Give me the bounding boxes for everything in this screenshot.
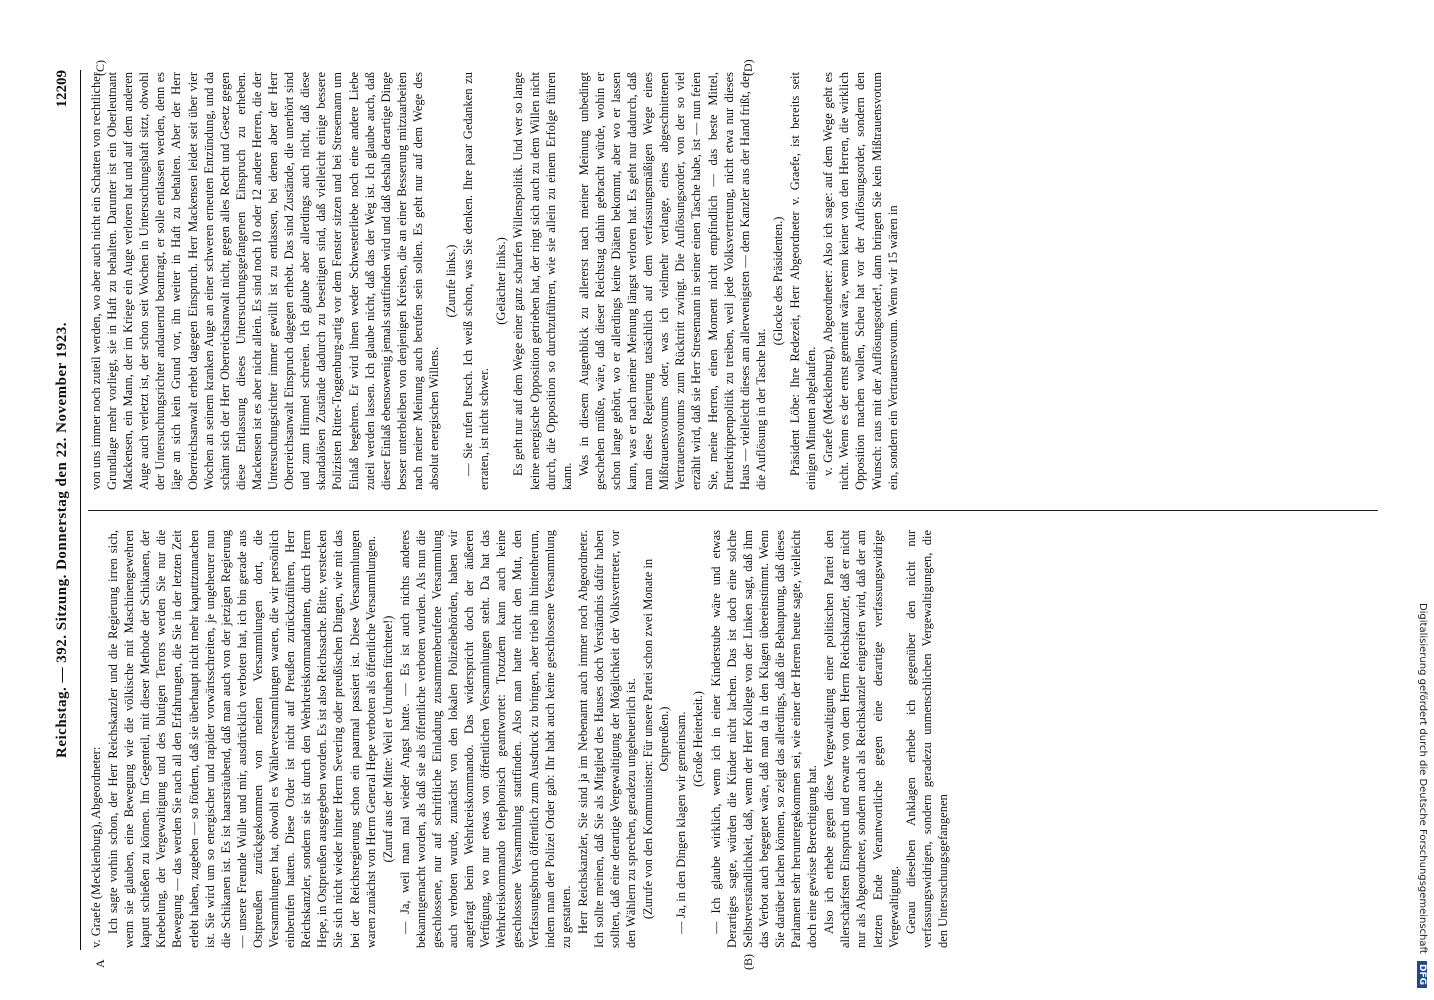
- interjection: (Zuruf aus der Mitte: Weil er Unruhen fürchtete!): [380, 615, 395, 863]
- interjection: (Glocke des Präsidenten.): [770, 216, 785, 346]
- interjection: (Gelächter links.): [494, 237, 509, 325]
- paragraph: Es geht nur auf dem Wege einer ganz scharfen Willenspolitik. Und wer so lange keine energische Opposition getrieben hat, der ringt sich auch zu dem Willen nicht durch, die Opposition so durchzuführen, wie sie allein zu einem Erfolge führen kann.: [511, 72, 574, 490]
- paragraph: Genau dieselben Anklagen erhebe ich gegenüber den nicht nur verfassungswidrigen, sondern geradezu unmenschlichen Vergewaltigungen, die den Untersuchungsgefangenen: [903, 530, 950, 948]
- page-number: 12209: [54, 70, 70, 108]
- paragraph: von uns immer noch zuteil werden, wo aber auch nicht ein Schatten von rechtlicher Grundlage mehr vorliegt, sie in Haft zu behalten. Darunter ist ein Oberleutnant Mackensen, ein Mann, der im Kriege ein Auge verloren hat und auf dem anderen Auge auch verletzt ist, der schon seit Wochen in Untersuchungshaft sitzt, obwohl der Untersuchungsrichter andauernd beantragt, er solle entlassen werden, denn es läge an sich kein Grund vor, ihn weiter in Haft zu behalten. Aber der Herr Oberreichsanwalt erhebt dagegen Einspruch. Herr Mackensen leidet seit über vier Wochen an seinem kranken Auge an einer schweren erneuten Entzündung, und da schämt sich der Herr Oberreichsanwalt nicht, gegen alles Recht und Gesetz gegen diese Entlassung dieses Untersuchungsgefangenen Einspruch zu erheben. Mackensen ist es aber nicht allein. Es sind noch 10 oder 12 andere Herren, die der Untersuchungsrichter immer gewillt ist zu entlassen, bei denen aber der Herr Oberreichsanwalt Einspruch dagegen erhebt. Das sind Zustände, die unerhört sind und zum Himmel schreien. Ich glaube aber allerdings auch nicht, daß diese skandalösen Zustände dadurch zu beseitigen sind, daß vielleicht einige bessere Polizisten Ritter-Toggenburg-artig vor dem Fenster sitzen und bei Stresemann um Einlaß begehren. Er wird ihnen weder Schwesterliebe noch eine andere Liebe zuteil werden lassen. Ich glaube nicht, daß das der Weg ist. Ich glaube auch, daß dieser Einlaß ebensowenig jemals stattfinden wird und daß deshalb derartige Dinge besser unterbleiben von denjenigen Kreisen, die an einer Besserung mitzuarbeiten nach meiner Meinung auch berufen sein sollen. Es geht nur auf dem Wege des absolut energischen Willens.: [89, 72, 441, 490]
- paragraph: Was in diesem Augenblick zu allererst nach meiner Meinung unbedingt geschehen müßte, wäre, daß dieser Reichstag dahin gebracht würde, wohin er schon lange gehört, wo er allerdings keine Diäten bekommt, aber wo er lassen kann, was er nach meiner Meinung längst verloren hat. Es geht nur dadurch, daß man diese Regierung tatsächlich auf dem verfassungsmäßigen Wege eines Mißtrauensvotums oder, was ich vielmehr verlange, eines abgeschnittenen Vertrauensvotums zum Rücktritt zwingt. Die Auflösungsorder, von der so viel erzählt wird, daß sie Herr Stresemann in seiner einen Tasche habe, ist — nun feien Sie, meine Herren, einen Moment nicht empfindlich — das beste Mittel, Futterkrippenpolitik zu treiben, weil jede Volksvertretung, nicht etwa nur dieses Haus — vielleicht dieses am allerwenigsten — dem Kanzler aus der Hand frißt, der die Auflösung in der Tasche hat.: [576, 72, 768, 490]
- rotated-newspaper-page: [40, 50, 1400, 970]
- running-header: [54, 70, 78, 950]
- header-rule: [80, 70, 81, 950]
- scanned-page-area: [40, 50, 1400, 970]
- credit-text: Digitalisierung gefördert durch die Deutsche Forschungsgemeinschaft: [1417, 602, 1428, 954]
- paragraph: Ich sagte vorhin schon, der Herr Reichskanzler und die Regierung irren sich, wenn sie glauben, eine Bewegung wie die völkische mit Maschinengewehren kaputt schießen zu können. Im Gegenteil, mit dieser Methode der Schikanen, der Knebelung, der Vergewaltigung und des blutigen Terrors werden Sie nur die Bewegung — das werden Sie nach all den Erfahrungen, die Sie in der letzten Zeit erlebt haben, zugeben — so fördern, daß sie überhaupt nicht mehr kaputtzumachen ist. Sie wird um so energischer und rapider vorwärtsschreiten, je ungeheurer nun die Schikanen ist. Es ist haarsträubend, daß man auch von der jetzigen Regierung — unsere Freunde Wulle und mir, ausdrücklich verboten hat, ich bin gerade aus Ostpreußen zurückgekommen von meinen Versammlungen dort, die Versammlungen hat, obwohl es Wählerversammlungen waren, die wir persönlich einberufen hatten. Diese Order ist nicht auf Preußen zurückzuführen, Herr Reichskanzler, sondern sie ist durch den Wehrkreiskommandanten, durch Herrn Hepe, in Ostpreußen ausgegeben worden. Es ist also Reichssache. Bitte, verstecken Sie sich nicht wieder hinter Herrn Severing oder preußischen Dingen, wie mit das bei der Reichsregierung schon ein paarmal passiert ist. Diese Versammlungen waren zunächst von Herrn General Hepe verboten als öffentliche Versammlungen.: [106, 530, 378, 948]
- margin-mark-b: (B): [741, 954, 755, 970]
- column-rule: [88, 510, 1378, 511]
- dfg-logo: DFG: [1417, 961, 1427, 988]
- margin-mark-c: (C): [93, 60, 107, 76]
- header-title: Reichstag. — 392. Sitzung. Donnerstag den 22. November 1923.: [54, 322, 70, 758]
- paragraph: Also ich erhebe gegen diese Vergewaltigung einer politischen Partei den allerschärfsten Einspruch und erwarte von dem Herrn Reichskanzler, daß er nicht nur als Abgeordneter, sondern auch als Reichskanzler eingreifen wird, daß der am letzten Ende Verantwortliche gegen eine derartige verfassungswidrige Vergewaltigung.: [822, 530, 901, 948]
- interjection: (Große Heiterkeit.): [691, 691, 706, 787]
- right-column: [88, 72, 902, 490]
- interjection: (Zurufe links.): [444, 244, 459, 318]
- digitization-credit: [1410, 8, 1428, 988]
- paragraph: — Ich glaube wirklich, wenn ich in einer Kinderstube wäre und etwas Derartiges sagte, würden die Kinder nicht lachen. Das ist doch eine solche Selbstverständlichkeit, daß, wenn der Herr Kollege von der Linken sagt, daß ihm das Verbot auch begegnet wäre, daß man da in den Klagen übereinstimmt. Wenn Sie darüber lachen können, so zeigt das allerdings, daß die Behauptung, daß dieses Parlament sehr heruntergekommen sei, wie einer der Herren heute sagte, vielleicht doch eine gewisse Berechtigung hat.: [708, 530, 820, 948]
- margin-mark-a: A: [93, 959, 107, 968]
- president-remark: Präsident Löbe: Ihre Redezeit, Herr Abgeordneter v. Graefe, ist bereits seit einigen Minuten abgelaufen.: [788, 72, 819, 490]
- speaker-heading: v. Graefe (Mecklenburg), Abgeordneter:: [89, 746, 103, 948]
- left-column: [88, 530, 952, 948]
- paragraph: — Sie rufen Putsch. Ich weiß schon, was Sie denken. Ihre paar Gedanken zu erraten, ist nicht schwer.: [461, 72, 492, 490]
- paragraph: v. Graefe (Mecklenburg), Abgeordneter: Also ich sage: auf dem Wege geht es nicht. Wenn es der ernst gemeint wäre, wenn keiner von den Herren, die wirklich Opposition machen wollen, Scheu hat vor der Auflösungsorder, sondern den Wunsch: raus mit der Auflösungsorder!, dann bringen Sie kein Mißtrauensvotum ein, sondern ein Vertrauensvotum. Wenn wir 15 wären in: [821, 72, 900, 490]
- paragraph: Herr Reichskanzler, Sie sind ja im Nebenamt auch immer noch Abgeordneter. Ich sollte meinen, daß Sie als Mitglied des Hauses doch Verständnis dafür haben sollten, daß eine derartige Vergewaltigung der Möglichkeit der Volksvertreter, vor den Wählern zu sprechen, geradezu ungeheuerlich ist.: [575, 530, 639, 948]
- margin-mark-d: (D): [741, 59, 755, 76]
- interjection: (Zurufe von den Kommunisten: Für unsere Partei schon zwei Monate in Ostpreußen.): [641, 558, 672, 920]
- paragraph: — Ja, weil man mal wieder Angst hatte. — Es ist auch nichts anderes bekanntgemacht worden, als daß sie als öffentliche verboten wurden. Als nun die geschlossene, nur auf schriftliche Einladung zusammenberufene Versammlung auch verboten wurde, zunächst von den lokalen Polizeibehörden, haben wir angefragt beim Wehrkreiskommando. Das widerspricht doch der äußeren Verfügung, wo nur etwas von öffentlichen Versammlungen steht. Da hat das Wehrkreiskommando telephonisch geantwortet: Trotzdem kann auch keine geschlossene Versammlung stattfinden. Also man hatte nicht den Mut, den Verfassungsbruch öffentlich zum Ausdruck zu bringen, aber trieb ihn hintenherum, indem man der Polizei Order gab: Ihr habt auch keine geschlossene Versammlung zu gestatten.: [397, 530, 573, 948]
- credit-text-block: [1417, 8, 1428, 988]
- paragraph: — Ja, in den Dingen klagen wir gemeinsam.: [674, 711, 689, 934]
